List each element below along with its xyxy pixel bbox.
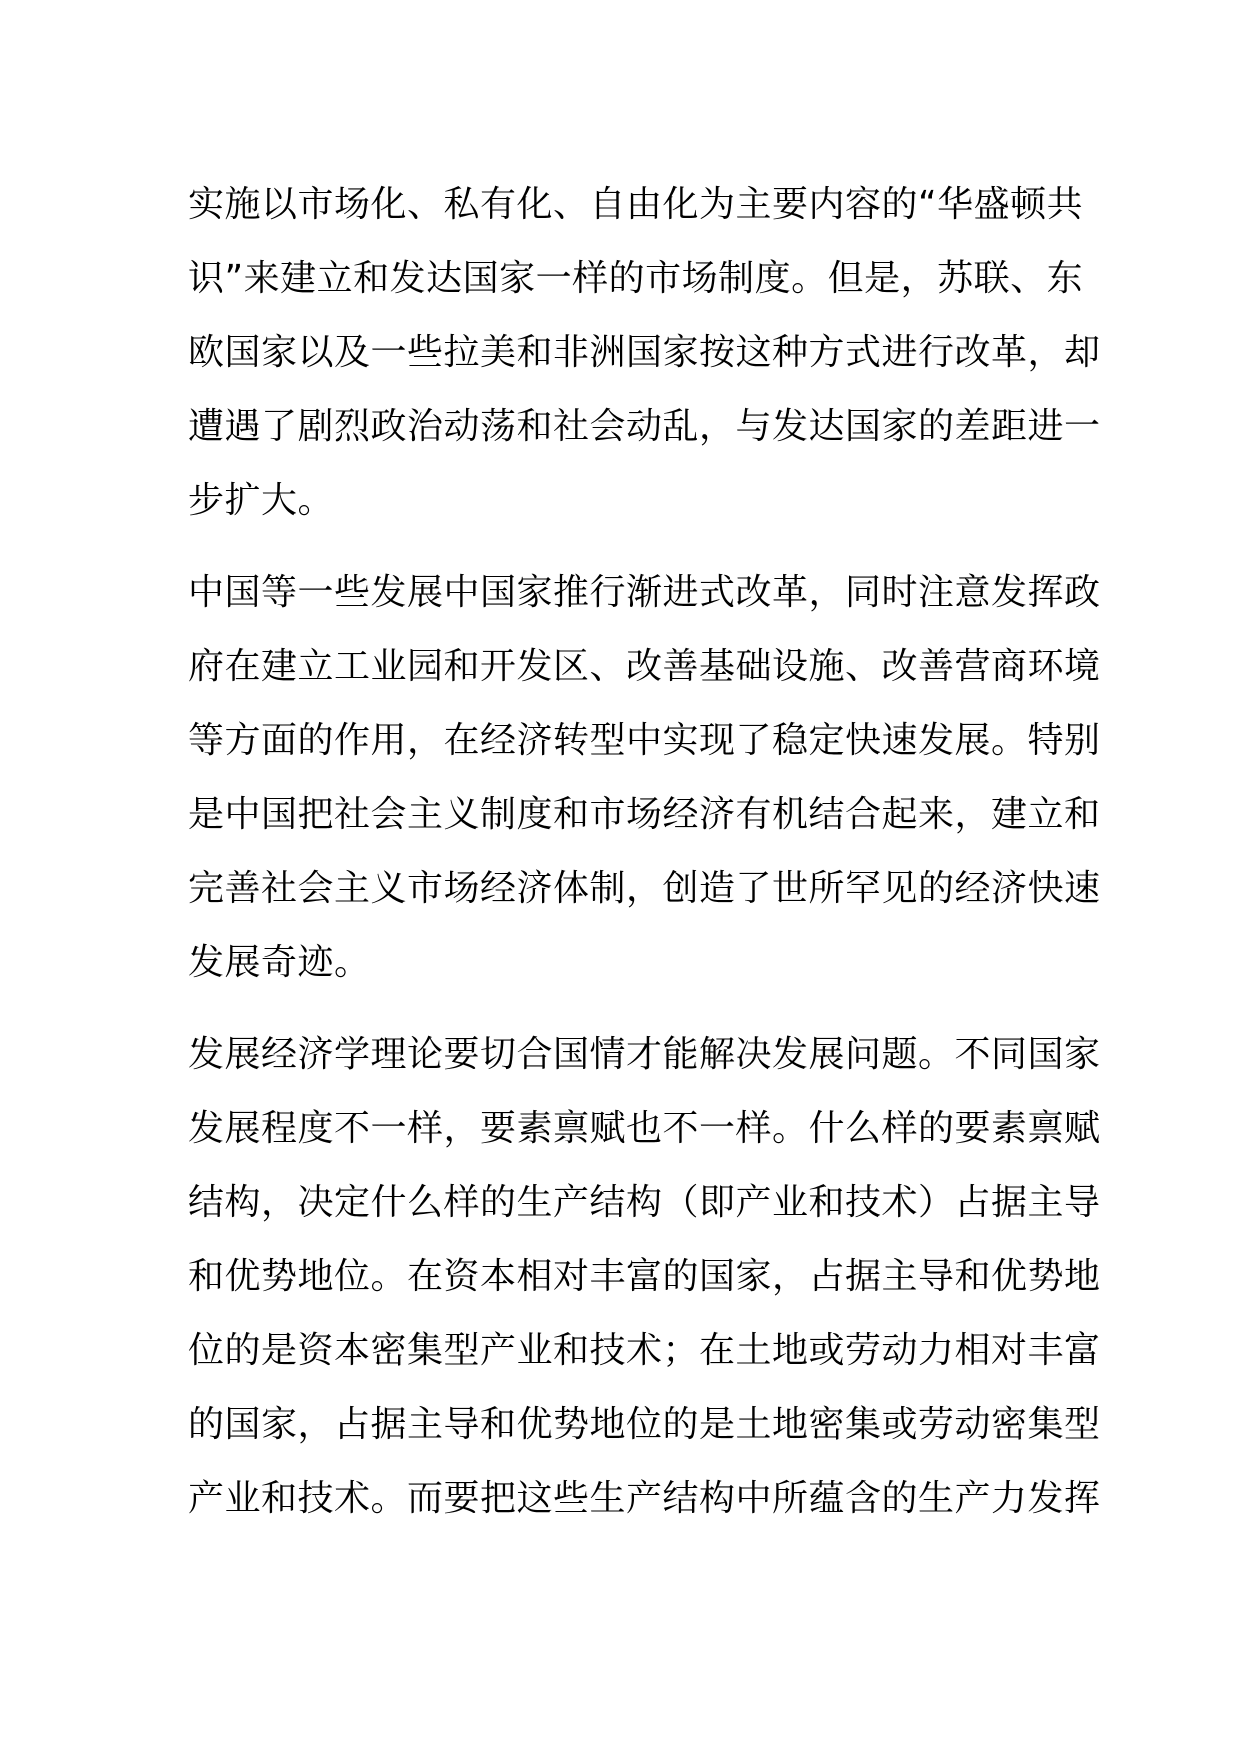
text-line: 是中国把社会主义制度和市场经济有机结合起来，建立和 xyxy=(188,794,1101,835)
text-line: 发展经济学理论要切合国情才能解决发展问题。不同国家 xyxy=(188,1034,1101,1075)
text-line: 产业和技术。而要把这些生产结构中所蕴含的生产力发挥 xyxy=(188,1478,1101,1519)
text-line: 位的是资本密集型产业和技术；在土地或劳动力相对丰富 xyxy=(188,1330,1101,1371)
paragraph-1 xyxy=(188,168,1101,538)
text-line: 完善社会主义市场经济体制，创造了世所罕见的经济快速 xyxy=(188,868,1101,909)
paragraph-3 xyxy=(188,1018,1101,1536)
paragraph-gap xyxy=(188,538,1058,556)
text-line: 结构，决定什么样的生产结构（即产业和技术）占据主导 xyxy=(188,1182,1101,1223)
text-line: 识”来建立和发达国家一样的市场制度。但是，苏联、东 xyxy=(188,258,1084,299)
text-line: 步扩大。 xyxy=(188,480,335,521)
text-line: 遭遇了剧烈政治动荡和社会动乱，与发达国家的差距进一 xyxy=(188,406,1101,447)
text-line: 实施以市场化、私有化、自由化为主要内容的“华盛顿共 xyxy=(188,184,1084,225)
text-line: 的国家，占据主导和优势地位的是土地密集或劳动密集型 xyxy=(188,1404,1101,1445)
paragraph-2 xyxy=(188,556,1101,1000)
body-text xyxy=(188,168,1101,1536)
text-line: 发展奇迹。 xyxy=(188,942,371,983)
text-line: 发展程度不一样，要素禀赋也不一样。什么样的要素禀赋 xyxy=(188,1108,1101,1149)
paragraph-gap xyxy=(188,1000,1058,1018)
text-line: 府在建立工业园和开发区、改善基础设施、改善营商环境 xyxy=(188,646,1101,687)
text-line: 和优势地位。在资本相对丰富的国家，占据主导和优势地 xyxy=(188,1256,1101,1297)
text-line: 欧国家以及一些拉美和非洲国家按这种方式进行改革，却 xyxy=(188,332,1101,373)
text-line: 中国等一些发展中国家推行渐进式改革，同时注意发挥政 xyxy=(188,572,1101,613)
text-line: 等方面的作用，在经济转型中实现了稳定快速发展。特别 xyxy=(188,720,1101,761)
